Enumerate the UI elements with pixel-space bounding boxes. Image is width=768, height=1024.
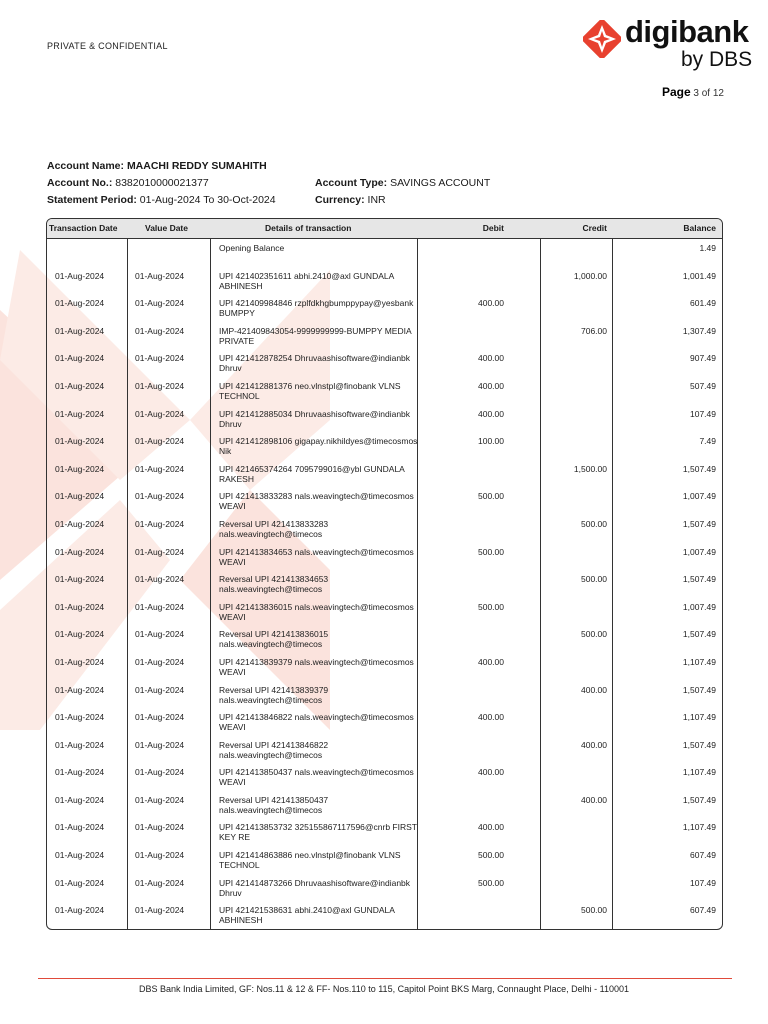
value-date-cell: 01-Aug-2024: [135, 463, 185, 474]
credit-amount-cell: 500.00: [581, 905, 607, 916]
details-cell: UPI 421412898106 gigapay.nikhildyes@timecosmos Nik: [219, 436, 418, 457]
balance-amount-cell: 1,507.49: [682, 629, 716, 640]
balance-amount-cell: 107.49: [690, 408, 716, 419]
header-details: Details of transaction: [265, 223, 352, 233]
balance-amount-cell: 1,507.49: [682, 739, 716, 750]
details-cell: UPI 421414863886 neo.vlnstpl@finobank VLNS TECHNOL: [219, 850, 401, 871]
details-cell: Reversal UPI 421413836015 nals.weavingtech@timecos: [219, 629, 329, 650]
value-date-cell: 01-Aug-2024: [135, 353, 185, 364]
value-date-cell: 01-Aug-2024: [135, 298, 185, 309]
details-cell: UPI 421414873266 Dhruvaashisoftware@indianbk Dhruv: [219, 877, 411, 898]
table-row: [47, 322, 722, 350]
value-date-cell: 01-Aug-2024: [135, 712, 185, 723]
currency-line: [315, 194, 386, 206]
value-date-cell: 01-Aug-2024: [135, 877, 185, 888]
debit-amount-cell: 500.00: [478, 601, 504, 612]
debit-amount-cell: 500.00: [478, 546, 504, 557]
balance-amount-cell: 107.49: [690, 877, 716, 888]
table-row: [47, 377, 722, 405]
footer-address: DBS Bank India Limited, GF: Nos.11 & 12 & FF- Nos.110 to 115, Capitol Point BKS Marg, Connaught Place, Delhi - 110001: [138, 984, 630, 994]
header-debit: Debit: [482, 223, 504, 233]
value-date-cell: 01-Aug-2024: [135, 601, 185, 612]
page-number: [662, 85, 724, 99]
confidential-label: PRIVATE & CONFIDENTIAL: [47, 41, 168, 51]
table-row: [47, 763, 722, 791]
table-row: [47, 818, 722, 846]
table-row: [47, 736, 722, 764]
transaction-date-cell: 01-Aug-2024: [55, 739, 105, 750]
value-date-cell: 01-Aug-2024: [135, 325, 185, 336]
value-date-cell: 01-Aug-2024: [135, 822, 185, 833]
debit-amount-cell: 400.00: [478, 656, 504, 667]
table-row: [47, 432, 722, 460]
credit-amount-cell: 400.00: [581, 739, 607, 750]
balance-amount-cell: 1,107.49: [682, 656, 716, 667]
details-cell: Reversal UPI 421413846822 nals.weavingtech@timecos: [219, 739, 329, 760]
transaction-date-cell: 01-Aug-2024: [55, 298, 105, 309]
details-cell: Reversal UPI 421413839379 nals.weavingtech@timecos: [219, 684, 329, 705]
value-date-cell: 01-Aug-2024: [135, 380, 185, 391]
credit-amount-cell: 500.00: [581, 518, 607, 529]
debit-amount-cell: 400.00: [478, 767, 504, 778]
table-row: [47, 846, 722, 874]
balance-amount-cell: 1,107.49: [682, 712, 716, 723]
account-name-value: MAACHI REDDY SUMAHITH: [126, 160, 267, 172]
table-row: [47, 460, 722, 488]
table-row: [47, 239, 722, 267]
transaction-date-cell: 01-Aug-2024: [55, 518, 105, 529]
details-cell: UPI 421409984846 rzplfdkhgbumppypay@yesbank BUMPPY: [219, 298, 414, 319]
debit-amount-cell: 400.00: [478, 380, 504, 391]
balance-amount-cell: 607.49: [690, 850, 716, 861]
table-header: [47, 219, 722, 239]
balance-amount-cell: 7.49: [699, 436, 716, 447]
details-cell: Reversal UPI 421413850437 nals.weavingtech@timecos: [219, 794, 329, 815]
transaction-date-cell: 01-Aug-2024: [55, 574, 105, 585]
debit-amount-cell: 400.00: [478, 298, 504, 309]
balance-amount-cell: 907.49: [690, 353, 716, 364]
details-cell: UPI 421412885034 Dhruvaashisoftware@indianbk Dhruv: [219, 408, 411, 429]
value-date-cell: 01-Aug-2024: [135, 629, 185, 640]
logo-wordmark: digibank: [625, 14, 749, 49]
currency-label: Currency:: [315, 194, 365, 206]
balance-amount-cell: 1,007.49: [682, 601, 716, 612]
transaction-date-cell: 01-Aug-2024: [55, 380, 105, 391]
value-date-cell: 01-Aug-2024: [135, 518, 185, 529]
currency-value: INR: [367, 194, 386, 206]
transaction-date-cell: 01-Aug-2024: [55, 767, 105, 778]
transaction-date-cell: 01-Aug-2024: [55, 684, 105, 695]
balance-amount-cell: 1,001.49: [682, 270, 716, 281]
footer-divider: [38, 978, 732, 979]
account-number-line: [47, 177, 209, 189]
header-value-date: Value Date: [145, 223, 188, 233]
balance-amount-cell: 1,307.49: [682, 325, 716, 336]
balance-amount-cell: 1,507.49: [682, 574, 716, 585]
digibank-logo: [583, 14, 753, 74]
balance-amount-cell: 1,107.49: [682, 822, 716, 833]
table-row: [47, 570, 722, 598]
value-date-cell: 01-Aug-2024: [135, 574, 185, 585]
table-row: [47, 874, 722, 902]
table-row: [47, 349, 722, 377]
transaction-date-cell: 01-Aug-2024: [55, 822, 105, 833]
details-cell: UPI 421412878254 Dhruvaashisoftware@indianbk Dhruv: [219, 353, 411, 374]
credit-amount-cell: 400.00: [581, 794, 607, 805]
header-credit: Credit: [582, 223, 607, 233]
value-date-cell: 01-Aug-2024: [135, 270, 185, 281]
value-date-cell: 01-Aug-2024: [135, 684, 185, 695]
transaction-date-cell: 01-Aug-2024: [55, 629, 105, 640]
transaction-date-cell: 01-Aug-2024: [55, 408, 105, 419]
balance-amount-cell: 1,007.49: [682, 491, 716, 502]
statement-period-line: [47, 194, 276, 206]
statement-period-label: Statement Period:: [47, 194, 137, 206]
details-cell: UPI 421413850437 nals.weavingtech@timecosmos WEAVI: [219, 767, 414, 788]
page-count: 3 of 12: [693, 88, 724, 99]
transaction-date-cell: 01-Aug-2024: [55, 877, 105, 888]
table-row: [47, 267, 722, 295]
account-number-value: 838201000002137​7: [115, 177, 209, 189]
transaction-date-cell: 01-Aug-2024: [55, 463, 105, 474]
transaction-date-cell: 01-Aug-2024: [55, 656, 105, 667]
details-cell: UPI 421402351611 abhi.2410@axl GUNDALA ABHINESH: [219, 270, 394, 291]
page-label: Page: [661, 85, 691, 99]
details-cell: UPI 421412881376 neo.vlnstpl@finobank VLNS TECHNOL: [219, 380, 401, 401]
table-row: [47, 294, 722, 322]
balance-amount-cell: 1,107.49: [682, 767, 716, 778]
transaction-date-cell: 01-Aug-2024: [55, 436, 105, 447]
value-date-cell: 01-Aug-2024: [135, 436, 185, 447]
table-row: [47, 543, 722, 571]
value-date-cell: 01-Aug-2024: [135, 408, 185, 419]
transaction-date-cell: 01-Aug-2024: [55, 491, 105, 502]
table-row: [47, 515, 722, 543]
header-balance: Balance: [683, 223, 716, 233]
balance-amount-cell: 1.49: [699, 243, 716, 253]
details-cell: UPI 421465374264 7095799016@ybl GUNDALA RAKESH: [219, 463, 405, 484]
transaction-date-cell: 01-Aug-2024: [55, 712, 105, 723]
transaction-date-cell: 01-Aug-2024: [55, 905, 105, 916]
details-cell: Reversal UPI 421413833283 nals.weavingtech@timecos: [219, 518, 329, 539]
transaction-date-cell: 01-Aug-2024: [55, 270, 105, 281]
details-cell: Reversal UPI 421413834653 nals.weavingtech@timecos: [219, 574, 329, 595]
account-name-line: [47, 160, 267, 172]
debit-amount-cell: 100.00: [478, 436, 504, 447]
logo-subtext: by DBS: [681, 48, 753, 71]
debit-amount-cell: 400.00: [478, 712, 504, 723]
details-cell: UPI 421413846822 nals.weavingtech@timecosmos WEAVI: [219, 712, 414, 733]
transaction-date-cell: 01-Aug-2024: [55, 601, 105, 612]
value-date-cell: 01-Aug-2024: [135, 739, 185, 750]
table-row: [47, 405, 722, 433]
value-date-cell: 01-Aug-2024: [135, 491, 185, 502]
value-date-cell: 01-Aug-2024: [135, 905, 185, 916]
table-row: [47, 625, 722, 653]
account-type-line: [315, 177, 490, 189]
statement-period-value: 01-Aug-2024 To 30-Oct-2024: [139, 194, 276, 206]
details-cell: Opening Balance: [219, 243, 285, 253]
table-row: [47, 901, 722, 929]
table-row: [47, 598, 722, 626]
account-number-label: Account No.:: [47, 177, 113, 189]
value-date-cell: 01-Aug-2024: [135, 767, 185, 778]
table-row: [47, 708, 722, 736]
transaction-date-cell: 01-Aug-2024: [55, 546, 105, 557]
value-date-cell: 01-Aug-2024: [135, 850, 185, 861]
balance-amount-cell: 1,507.49: [682, 794, 716, 805]
account-name-label: Account Name:: [47, 160, 125, 172]
balance-amount-cell: 507.49: [690, 380, 716, 391]
transactions-table: [46, 218, 723, 930]
account-type-value: SAVINGS ACCOUNT: [390, 177, 491, 189]
details-cell: UPI 421413833283 nals.weavingtech@timecosmos WEAVI: [219, 491, 414, 512]
details-cell: UPI 421413839379 nals.weavingtech@timecosmos WEAVI: [219, 656, 414, 677]
debit-amount-cell: 400.00: [478, 408, 504, 419]
details-cell: UPI 421421538631 abhi.2410@axl GUNDALA ABHINESH: [219, 905, 395, 926]
credit-amount-cell: 500.00: [581, 574, 607, 585]
debit-amount-cell: 500.00: [478, 850, 504, 861]
balance-amount-cell: 1,507.49: [682, 684, 716, 695]
table-body: [47, 239, 722, 929]
debit-amount-cell: 500.00: [478, 491, 504, 502]
credit-amount-cell: 500.00: [581, 629, 607, 640]
transaction-date-cell: 01-Aug-2024: [55, 794, 105, 805]
transaction-date-cell: 01-Aug-2024: [55, 850, 105, 861]
debit-amount-cell: 400.00: [478, 353, 504, 364]
debit-amount-cell: 400.00: [478, 822, 504, 833]
transaction-date-cell: 01-Aug-2024: [55, 353, 105, 364]
balance-amount-cell: 601.49: [690, 298, 716, 309]
credit-amount-cell: 706.00: [581, 325, 607, 336]
table-row: [47, 487, 722, 515]
credit-amount-cell: 400.00: [581, 684, 607, 695]
table-row: [47, 653, 722, 681]
value-date-cell: 01-Aug-2024: [135, 794, 185, 805]
balance-amount-cell: 607.49: [690, 905, 716, 916]
details-cell: UPI 421413853732 325155867117596@cnrb FIRST KEY RE: [219, 822, 417, 843]
transaction-date-cell: 01-Aug-2024: [55, 325, 105, 336]
value-date-cell: 01-Aug-2024: [135, 656, 185, 667]
table-row: [47, 791, 722, 819]
details-cell: UPI 421413836015 nals.weavingtech@timecosmos WEAVI: [219, 601, 414, 622]
credit-amount-cell: 1,500.00: [573, 463, 607, 474]
balance-amount-cell: 1,507.49: [682, 463, 716, 474]
account-type-label: Account Type:: [315, 177, 388, 189]
value-date-cell: 01-Aug-2024: [135, 546, 185, 557]
balance-amount-cell: 1,507.49: [682, 518, 716, 529]
header-transaction-date: Transaction Date: [49, 223, 118, 233]
credit-amount-cell: 1,000.00: [573, 270, 607, 281]
dbs-star-icon: [583, 20, 621, 58]
debit-amount-cell: 500.00: [478, 877, 504, 888]
table-row: [47, 681, 722, 709]
details-cell: IMP-421409843054-9999999999-BUMPPY MEDIA PRIVATE: [219, 325, 412, 346]
balance-amount-cell: 1,007.49: [682, 546, 716, 557]
details-cell: UPI 421413834653 nals.weavingtech@timecosmos WEAVI: [219, 546, 414, 567]
